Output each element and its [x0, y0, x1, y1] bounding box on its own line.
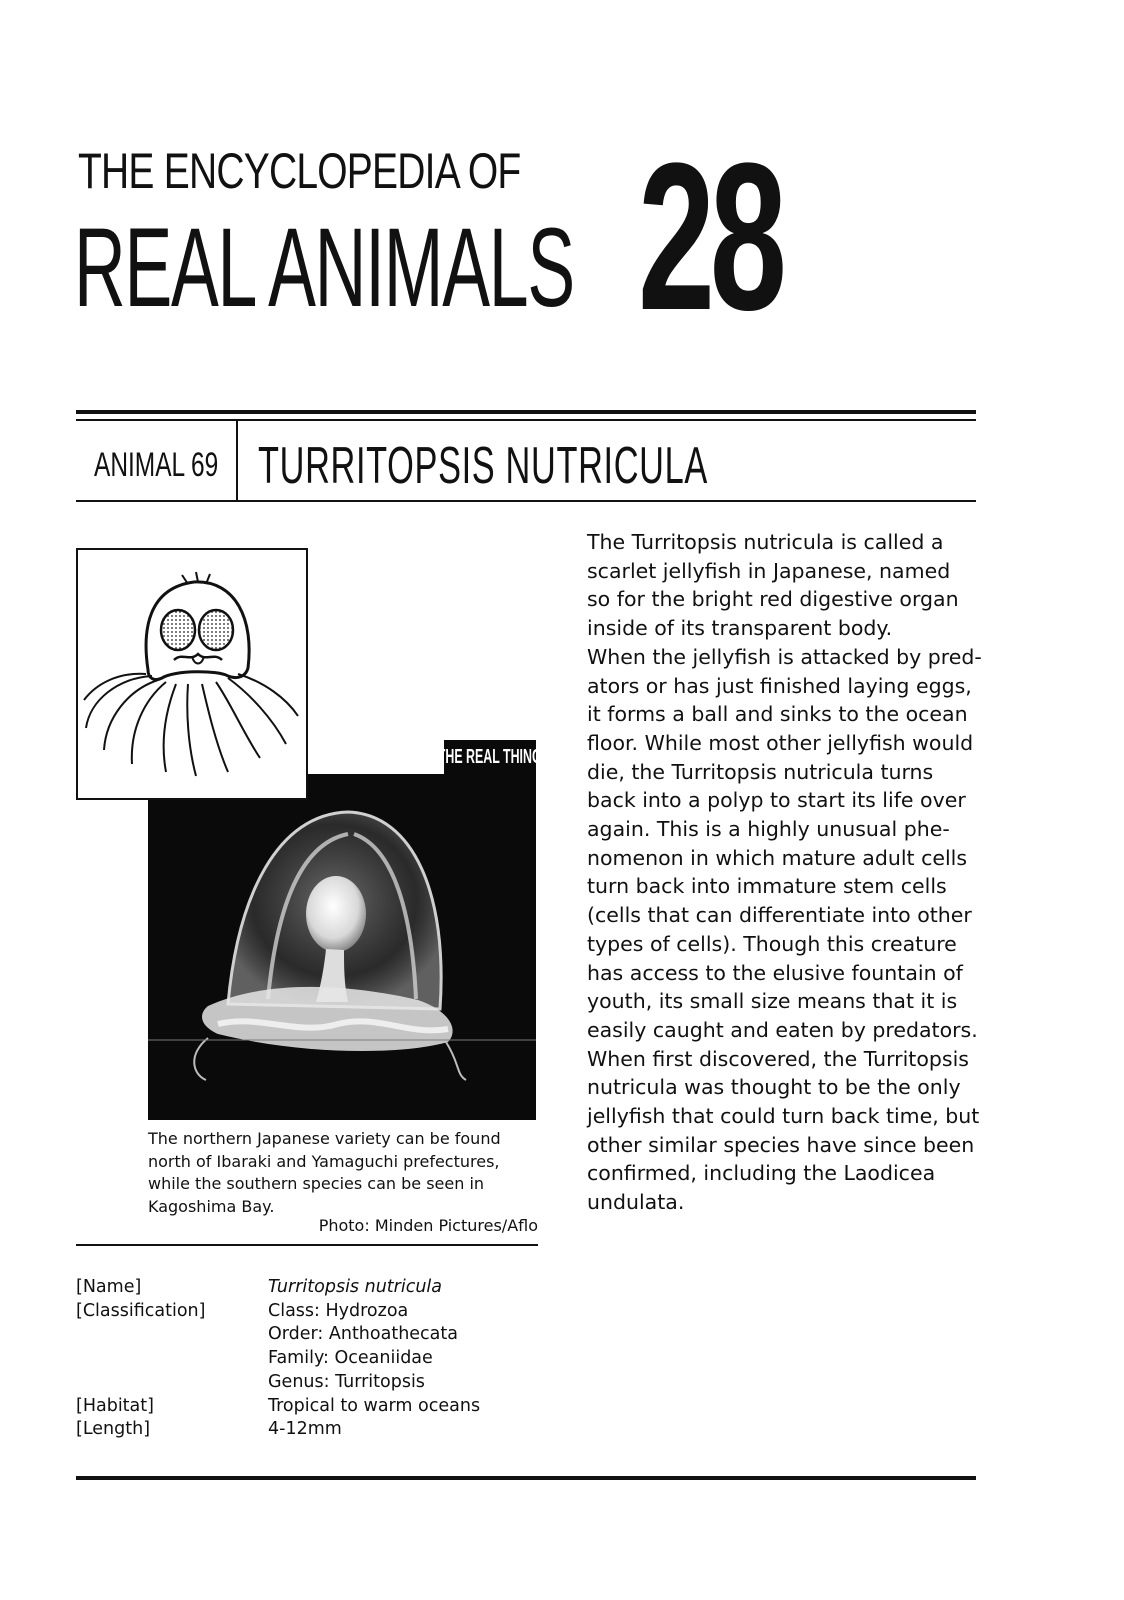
- entry-divider: [236, 421, 238, 501]
- fact-label: [Name]: [76, 1277, 142, 1297]
- body-line: easily caught and eaten by predators.: [587, 1017, 978, 1042]
- animal-name: TURRITOPSIS NUTRICULA: [258, 437, 708, 495]
- body-line: (cells that can differentiate into other: [587, 903, 972, 928]
- fact-row-name: [76, 1276, 480, 1300]
- body-line: so for the bright red digestive organ: [587, 587, 959, 612]
- body-line: other similar species have since been: [587, 1132, 975, 1157]
- title-line-2: REAL ANIMALS: [74, 205, 574, 330]
- fact-label: [Habitat]: [76, 1395, 154, 1416]
- body-line: inside of its transparent body.: [587, 616, 893, 641]
- real-thing-label-text: THE REAL THING: [438, 745, 542, 768]
- photo-caption: The northern Japanese variety can be found north of Ibaraki and Yamaguchi prefectures, while the southern species can be seen in Kagoshima Bay.: [148, 1129, 501, 1216]
- fact-value: Class: Hydrozoa: [268, 1300, 409, 1321]
- jellyfish-photo: [148, 774, 536, 1120]
- body-line: ators or has just finished laying eggs,: [587, 673, 972, 698]
- body-line: youth, its small size means that it is: [587, 989, 958, 1014]
- jellyfish-photo-graphic: [148, 774, 536, 1120]
- fact-value: Family: Oceaniidae: [268, 1348, 433, 1369]
- animal-number: ANIMAL 69: [94, 446, 219, 484]
- article-body: [587, 528, 982, 1217]
- jellyfish-illustration: [76, 548, 308, 800]
- fact-row-length: [76, 1418, 480, 1442]
- body-line: When first discovered, the Turritopsis: [587, 1046, 969, 1071]
- volume-number: 28: [638, 119, 782, 354]
- body-line: nomenon in which mature adult cells: [587, 845, 968, 870]
- fact-label: [Length]: [76, 1419, 151, 1440]
- body-line: The Turritopsis nutricula is called a: [587, 530, 944, 554]
- photo-credit: Photo: Minden Pictures/Aflo: [318, 1216, 538, 1235]
- title-line-1: THE ENCYCLOPEDIA OF: [78, 143, 521, 199]
- fact-label: [Classification]: [76, 1300, 206, 1321]
- fact-table: [76, 1276, 480, 1442]
- body-line: again. This is a highly unusual phe-: [587, 817, 950, 842]
- body-line: scarlet jellyfish in Japanese, named: [587, 558, 951, 583]
- caption-rule: [76, 1244, 538, 1246]
- body-line: has access to the elusive fountain of: [587, 960, 963, 985]
- body-line: When the jellyfish is attacked by pred-: [587, 644, 982, 669]
- body-line: undulata.: [587, 1190, 685, 1215]
- fact-value: 4-12mm: [268, 1419, 342, 1440]
- body-line: nutricula was thought to be the only: [587, 1075, 961, 1100]
- top-rule-thin: [76, 419, 976, 421]
- bottom-rule: [76, 1476, 976, 1480]
- fact-row-order: [76, 1323, 480, 1347]
- fact-value: Tropical to warm oceans: [268, 1395, 481, 1416]
- top-rule-thick: [76, 410, 976, 414]
- fact-row-classification: [76, 1300, 480, 1324]
- body-line: floor. While most other jellyfish would: [587, 730, 974, 755]
- body-line: jellyfish that could turn back time, but: [587, 1104, 980, 1129]
- real-thing-label: [438, 740, 542, 774]
- fact-row-family: [76, 1347, 480, 1371]
- body-line: back into a polyp to start its life over: [587, 788, 966, 813]
- body-line: turn back into immature stem cells: [587, 874, 947, 899]
- body-line: die, the Turritopsis nutricula turns: [587, 759, 934, 784]
- fact-value: Order: Anthoathecata: [268, 1324, 458, 1345]
- body-line: confirmed, including the Laodicea: [587, 1161, 936, 1186]
- entry-bottom-rule: [76, 500, 976, 502]
- fact-value: Genus: Turritopsis: [268, 1371, 425, 1392]
- fact-row-genus: [76, 1371, 480, 1395]
- fact-row-habitat: [76, 1395, 480, 1419]
- body-line: types of cells). Though this creature: [587, 931, 957, 956]
- body-line: it forms a ball and sinks to the ocean: [587, 702, 968, 727]
- jellyfish-illustration-graphic: [78, 550, 306, 798]
- fact-value: Turritopsis nutricula: [268, 1277, 443, 1297]
